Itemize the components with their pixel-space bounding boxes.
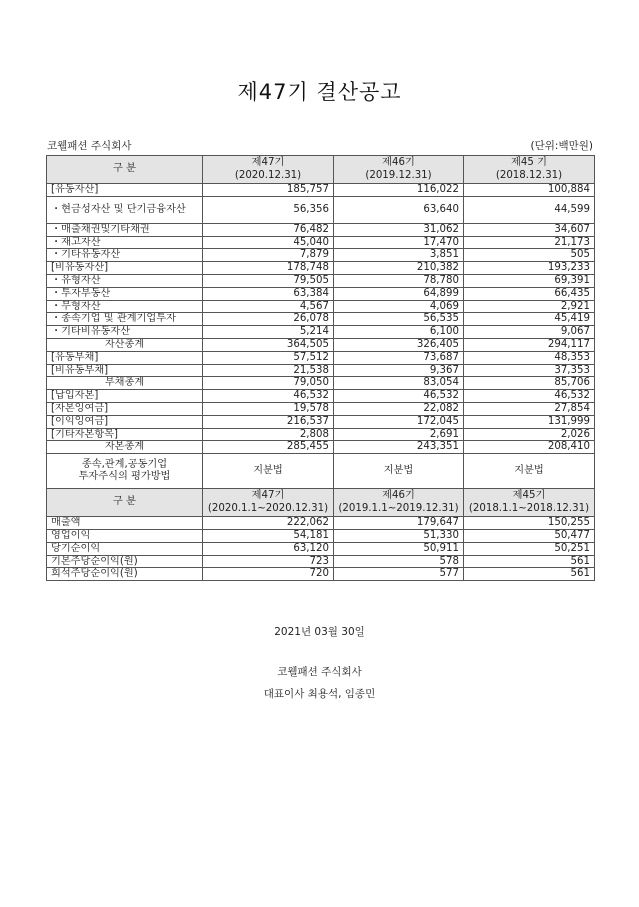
row-label: ・기타비유동자산 bbox=[47, 326, 203, 339]
header-period-45 bbox=[464, 489, 595, 517]
row-value: 50,911 bbox=[334, 542, 464, 555]
table-row bbox=[47, 415, 595, 428]
valuation-method-label bbox=[47, 454, 203, 489]
period-name: 제46기 bbox=[382, 490, 415, 502]
row-label: [자본잉여금] bbox=[47, 402, 203, 415]
row-value: 4,567 bbox=[203, 300, 334, 313]
row-value: 179,647 bbox=[334, 517, 464, 530]
table-row bbox=[47, 236, 595, 249]
row-value: 78,780 bbox=[334, 274, 464, 287]
row-value: 56,535 bbox=[334, 313, 464, 326]
row-label: [비유동부채] bbox=[47, 364, 203, 377]
row-label: [이익잉여금] bbox=[47, 415, 203, 428]
table-row bbox=[47, 402, 595, 415]
row-value: 73,687 bbox=[334, 351, 464, 364]
row-value: 561 bbox=[464, 555, 595, 568]
row-value: 22,082 bbox=[334, 402, 464, 415]
unit-label: (단위:백만원) bbox=[530, 140, 593, 152]
table-row bbox=[47, 196, 595, 223]
row-value: 9,367 bbox=[334, 364, 464, 377]
row-value: 44,599 bbox=[464, 196, 595, 223]
row-value: 9,067 bbox=[464, 326, 595, 339]
table-row bbox=[47, 529, 595, 542]
row-value: 4,069 bbox=[334, 300, 464, 313]
row-label: [유동부채] bbox=[47, 351, 203, 364]
method-value: 지분법 bbox=[464, 454, 595, 489]
table-row bbox=[47, 313, 595, 326]
signature-ceo: 대표이사 최용석, 임종민 bbox=[263, 688, 376, 700]
row-value: 208,410 bbox=[464, 441, 595, 454]
row-value: 150,255 bbox=[464, 517, 595, 530]
row-value: 178,748 bbox=[203, 262, 334, 275]
period-name: 제45 기 bbox=[511, 157, 547, 168]
row-value: 56,356 bbox=[203, 196, 334, 223]
row-value: 723 bbox=[203, 555, 334, 568]
period-date: (2020.1.1~2020.12.31) bbox=[207, 502, 329, 514]
row-value: 21,173 bbox=[464, 236, 595, 249]
row-value: 57,512 bbox=[203, 351, 334, 364]
row-value: 63,384 bbox=[203, 287, 334, 300]
row-value: 7,879 bbox=[203, 249, 334, 262]
table-row bbox=[47, 390, 595, 403]
row-label: 매출액 bbox=[47, 517, 203, 530]
row-value: 285,455 bbox=[203, 441, 334, 454]
row-value: 69,391 bbox=[464, 274, 595, 287]
row-value: 193,233 bbox=[464, 262, 595, 275]
period-name: 제45기 bbox=[512, 490, 546, 502]
row-value: 76,482 bbox=[203, 223, 334, 236]
table-row bbox=[47, 262, 595, 275]
row-value: 5,214 bbox=[203, 326, 334, 339]
row-value: 46,532 bbox=[464, 390, 595, 403]
row-value: 54,181 bbox=[203, 529, 334, 542]
table-row bbox=[47, 300, 595, 313]
table-row bbox=[47, 338, 595, 351]
table-row bbox=[47, 274, 595, 287]
row-value: 26,078 bbox=[203, 313, 334, 326]
row-value: 46,532 bbox=[334, 390, 464, 403]
header-label: 구 분 bbox=[47, 489, 203, 517]
row-label: 영업이익 bbox=[47, 529, 203, 542]
period-date: (2018.1.1~2018.12.31) bbox=[468, 502, 590, 514]
row-label: [비유동자산] bbox=[47, 262, 203, 275]
header-period-47 bbox=[203, 156, 334, 184]
row-value: 185,757 bbox=[203, 184, 334, 197]
row-value: 64,899 bbox=[334, 287, 464, 300]
income-statement-header-row bbox=[47, 489, 595, 517]
balance-sheet-header-row bbox=[47, 156, 595, 184]
row-value: 34,607 bbox=[464, 223, 595, 236]
row-label: 당기순이익 bbox=[47, 542, 203, 555]
row-label: ・투자부동산 bbox=[47, 287, 203, 300]
table-row bbox=[47, 428, 595, 441]
row-value: 364,505 bbox=[203, 338, 334, 351]
row-label: ・유형자산 bbox=[47, 274, 203, 287]
row-value: 37,353 bbox=[464, 364, 595, 377]
row-value: 45,040 bbox=[203, 236, 334, 249]
method-value: 지분법 bbox=[203, 454, 334, 489]
row-value: 578 bbox=[334, 555, 464, 568]
row-value: 46,532 bbox=[203, 390, 334, 403]
table-row bbox=[47, 326, 595, 339]
row-value: 79,505 bbox=[203, 274, 334, 287]
table-row bbox=[47, 568, 595, 581]
table-row bbox=[47, 555, 595, 568]
method-label-line: 투자주식의 평가방법 bbox=[78, 471, 171, 483]
row-value: 66,435 bbox=[464, 287, 595, 300]
row-value: 294,117 bbox=[464, 338, 595, 351]
table-row bbox=[47, 351, 595, 364]
row-label: 희석주당순이익(원) bbox=[47, 568, 203, 581]
row-value: 326,405 bbox=[334, 338, 464, 351]
row-value: 100,884 bbox=[464, 184, 595, 197]
header-period-46 bbox=[334, 489, 464, 517]
income-statement-body bbox=[47, 517, 595, 581]
row-value: 63,640 bbox=[334, 196, 464, 223]
row-value: 63,120 bbox=[203, 542, 334, 555]
row-label: 부채총계 bbox=[47, 377, 203, 390]
table-row bbox=[47, 377, 595, 390]
row-label: ・종속기업 및 관계기업투자 bbox=[47, 313, 203, 326]
row-value: 2,921 bbox=[464, 300, 595, 313]
row-value: 85,706 bbox=[464, 377, 595, 390]
period-name: 제46기 bbox=[382, 157, 415, 168]
header-period-46 bbox=[334, 156, 464, 184]
table-row bbox=[47, 287, 595, 300]
row-value: 210,382 bbox=[334, 262, 464, 275]
row-label: ・기타유동자산 bbox=[47, 249, 203, 262]
row-label: ・현금성자산 및 단기금융자산 bbox=[47, 196, 203, 223]
row-value: 172,045 bbox=[334, 415, 464, 428]
row-label: 자본총계 bbox=[47, 441, 203, 454]
row-value: 243,351 bbox=[334, 441, 464, 454]
row-value: 19,578 bbox=[203, 402, 334, 415]
header-period-45 bbox=[464, 156, 595, 184]
table-row bbox=[47, 441, 595, 454]
row-label: [유동자산] bbox=[47, 184, 203, 197]
row-value: 222,062 bbox=[203, 517, 334, 530]
row-label: ・무형자산 bbox=[47, 300, 203, 313]
period-name: 제47기 bbox=[251, 157, 285, 168]
row-value: 561 bbox=[464, 568, 595, 581]
row-value: 116,022 bbox=[334, 184, 464, 197]
row-value: 720 bbox=[203, 568, 334, 581]
row-label: 기본주당순이익(원) bbox=[47, 555, 203, 568]
table-row bbox=[47, 364, 595, 377]
period-name: 제47기 bbox=[251, 490, 285, 502]
row-label: [납입자본] bbox=[47, 390, 203, 403]
row-value: 79,050 bbox=[203, 377, 334, 390]
header-label: 구 분 bbox=[47, 156, 203, 184]
row-value: 17,470 bbox=[334, 236, 464, 249]
page-title: 제47기 결산공고 bbox=[237, 80, 402, 104]
row-value: 83,054 bbox=[334, 377, 464, 390]
row-value: 48,353 bbox=[464, 351, 595, 364]
signature-company: 코웰패션 주식회사 bbox=[277, 666, 362, 678]
row-label: ・매출채권및기타채권 bbox=[47, 223, 203, 236]
row-value: 505 bbox=[464, 249, 595, 262]
company-name: 코웰패션 주식회사 bbox=[47, 140, 132, 152]
row-value: 50,477 bbox=[464, 529, 595, 542]
row-value: 216,537 bbox=[203, 415, 334, 428]
financial-table bbox=[46, 155, 595, 581]
period-date: (2020.12.31) bbox=[234, 169, 302, 181]
row-value: 50,251 bbox=[464, 542, 595, 555]
row-value: 3,851 bbox=[334, 249, 464, 262]
table-row bbox=[47, 542, 595, 555]
row-value: 577 bbox=[334, 568, 464, 581]
method-label-line: 종속,관계,공동기업 bbox=[81, 458, 168, 470]
row-value: 45,419 bbox=[464, 313, 595, 326]
row-label: ・재고자산 bbox=[47, 236, 203, 249]
row-value: 6,100 bbox=[334, 326, 464, 339]
table-row bbox=[47, 517, 595, 530]
row-label: [기타자본항목] bbox=[47, 428, 203, 441]
table-row bbox=[47, 184, 595, 197]
row-value: 31,062 bbox=[334, 223, 464, 236]
row-value: 2,691 bbox=[334, 428, 464, 441]
row-value: 21,538 bbox=[203, 364, 334, 377]
valuation-method-row bbox=[47, 454, 595, 489]
balance-sheet-body bbox=[47, 184, 595, 454]
row-value: 2,026 bbox=[464, 428, 595, 441]
period-date: (2019.1.1~2019.12.31) bbox=[338, 502, 459, 514]
announcement-date: 2021년 03월 30일 bbox=[274, 626, 365, 638]
row-value: 2,808 bbox=[203, 428, 334, 441]
row-value: 51,330 bbox=[334, 529, 464, 542]
row-value: 27,854 bbox=[464, 402, 595, 415]
row-label: 자산총계 bbox=[47, 338, 203, 351]
table-row bbox=[47, 249, 595, 262]
method-value: 지분법 bbox=[334, 454, 464, 489]
header-period-47 bbox=[203, 489, 334, 517]
period-date: (2018.12.31) bbox=[495, 169, 563, 181]
table-row bbox=[47, 223, 595, 236]
period-date: (2019.12.31) bbox=[365, 169, 432, 181]
row-value: 131,999 bbox=[464, 415, 595, 428]
